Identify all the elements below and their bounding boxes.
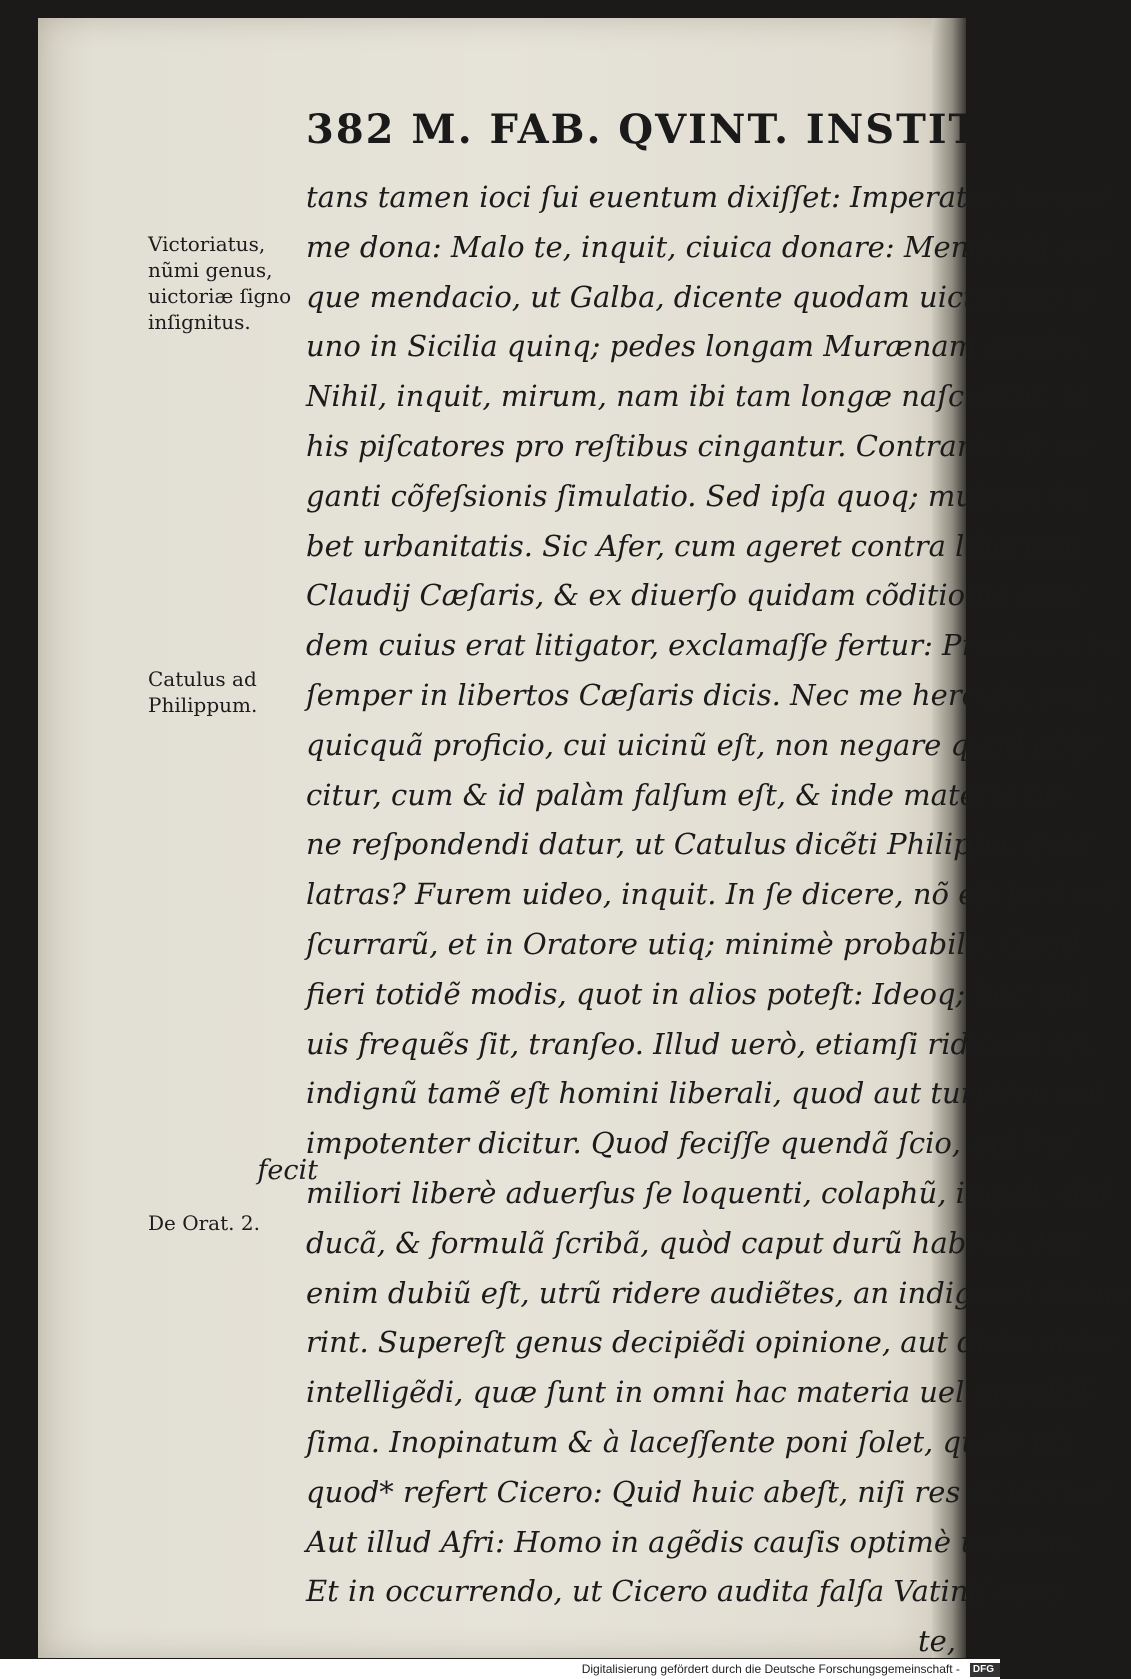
text-line: indignũ tamẽ eſt homini liberali, quod aut turpiter, aut <box>306 1076 1108 1111</box>
margin-note-line: inſignitus. <box>148 310 251 334</box>
text-line: citur, cum & id palàm falſum eſt, & inde materia be- <box>306 777 1072 812</box>
text-line: Nihil, inquit, mirum, nam ibi tam longæ naſcuntur, ut <box>306 379 1092 414</box>
text-line: his piſcatores pro reſtibus cingantur. Contraria eſt ne <box>306 428 1092 463</box>
text-line: quicquã proficio, cui uicinũ eſt, non negare quod obij/ <box>306 727 1098 762</box>
text-line: fieri totidẽ modis, quot in alios poteſt: Ideoq; hoc quã <box>306 976 1091 1011</box>
margin-note-de-orat: De Orat. 2. <box>148 1211 260 1235</box>
text-line: intelligẽdi, quæ ſunt in omni hac materia uel uenuſtiſ- <box>306 1375 1099 1410</box>
dfg-logo: DFG <box>970 1663 1000 1677</box>
text-line: latras? Furem uideo, inquit. In ſe dicere, nõ eſt ferè niſi <box>306 877 1124 912</box>
margin-note-victoriatus <box>148 231 318 335</box>
text-line: miliori liberè aduerſus ſe loquenti, colaphũ, inquit, tibi <box>306 1175 1109 1210</box>
main-text-block <box>306 173 1131 1667</box>
text-line: rint. Supereſt genus decipiẽdi opinione, aut dicta aliter <box>306 1325 1118 1360</box>
margin-note-line: uictoriæ ſigno <box>148 284 292 308</box>
text-line: enim dubiũ eſt, utrũ ridere audiẽtes, an indignari debue <box>306 1275 1131 1310</box>
text-line: me dona: Malo te, inquit, ciuica donare: Mendaciũ quo <box>306 229 1114 264</box>
text-line: Aut illud Afri: Homo in agẽdis cauſis optimè ueſtitus. <box>306 1524 1083 1559</box>
margin-note-fecit: fecit <box>257 1155 318 1186</box>
margin-note-line: nũmi genus, <box>148 258 273 282</box>
text-line: que mendacio, ut Galba, dicente quodam uictoriato ſe <box>306 279 1099 314</box>
margin-note-line: Victoriatus, <box>148 232 266 256</box>
text-line: ſcurrarũ, et in Oratore utiq; minimè probabile. Quod <box>306 926 1080 961</box>
text-line: ſemper in libertos Cæſaris dicis. Nec me hercule, inqt, <box>306 677 1109 712</box>
text-line: ducã, & formulã ſcribã, quòd caput durũ habeas. Hic <box>306 1225 1085 1260</box>
text-line: uno in Sicilia quinq; pedes longam Murænam emiſſe: <box>306 329 1088 364</box>
text-line: impotenter dicitur. Quod feciſſe quendã ſcio, qui hu/ <box>306 1126 1074 1161</box>
text-line: uis frequẽs ſit, tranſeo. Illud uerò, etiamſi ridiculũ eſt, <box>306 1026 1100 1061</box>
text-line: Et in occurrendo, ut Cicero audita falſa Vatinij mor/ <box>306 1574 1065 1609</box>
text-line: tans tamen ioci ſui euentum dixiſſet: Imperator, torquẽ <box>306 180 1112 214</box>
text-line: bet urbanitatis. Sic Afer, cum ageret contra libertum <box>306 528 1082 563</box>
margin-note-catulus <box>148 666 318 718</box>
text-line: te, <box>917 1624 956 1659</box>
footer-text: Digitalisierung gefördert durch die Deutsche Forschungsgemeinschaft - <box>581 1662 960 1676</box>
text-line: ne reſpondendi datur, ut Catulus dicẽti Philippo, quid <box>306 827 1092 862</box>
margin-note-line: Catulus ad <box>148 667 257 691</box>
margin-note-line: Philippum. <box>148 693 258 717</box>
text-line: dem cuius erat litigator, exclamaſſe fertur: Præterea tu <box>306 628 1120 663</box>
text-line: Claudij Cæſaris, & ex diuerſo quidam cõditionis eiuſ/ <box>306 578 1083 613</box>
digitization-footer <box>0 1659 1000 1679</box>
text-line: quod* refert Cicero: Quid huic abeſt, niſi res et uirtus? <box>306 1474 1111 1509</box>
text-line: ganti cõfeſsionis ſimulatio. Sed ipſa quoq; multum ha <box>306 478 1087 513</box>
book-page <box>38 18 1131 1659</box>
text-line: ſima. Inopinatum & à laceſſente poni ſolet, quale eſt <box>306 1424 1073 1459</box>
running-head: 382 M. FAB. QVINT. INSTIT. <box>306 106 992 153</box>
